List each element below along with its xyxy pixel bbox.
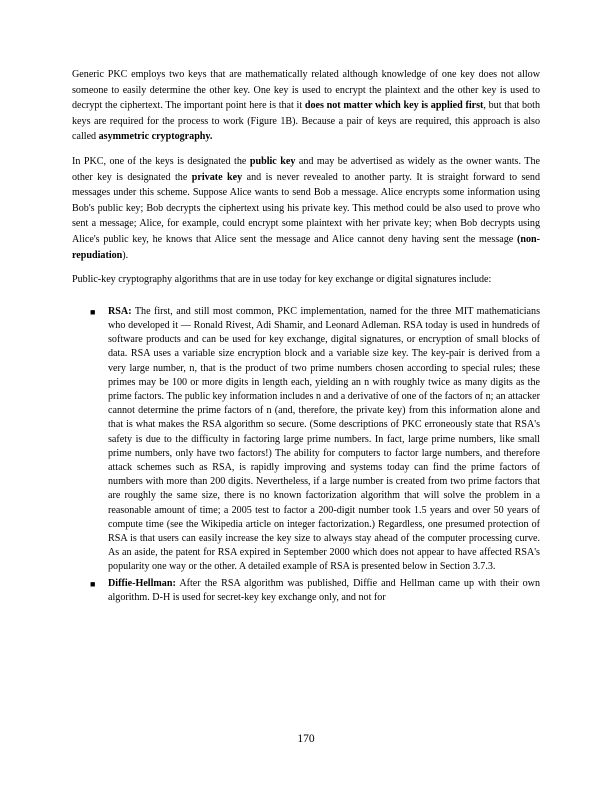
bullet-icon: ■ (90, 306, 96, 317)
paragraph-text: ). (122, 249, 129, 261)
paragraph-text: , but that both keys are required for the process to work (Figure 1B). Because a pair of keys are required, this approach is also called (72, 100, 540, 143)
algorithm-name: Diffie-Hellman: (108, 577, 176, 589)
paragraph-text: Generic PKC employs two keys that are mathematically related although knowledge of one key does not allow someone to easily determine the other key. One key is used to encrypt the plaintext and the other key is used to decrypt the ciphertext. The important point here is that it (72, 69, 540, 112)
paragraph-algorithms-intro: Public-key cryptography algorithms that are in use today for key exchange or digital signatures include: (72, 274, 492, 286)
term-non-repudiation: (non-repudiation (72, 233, 540, 261)
list-item-diffie-hellman (90, 577, 540, 605)
algorithm-description: The first, and still most common, PKC implementation, named for the three MIT mathematicians who developed it — Ronald Rivest, Adi Shamir, and Leonard Adleman. RSA today is used in hundreds of software products and can be used for key exchange, digital signatures, or encryption of small blocks of data. RSA uses a variable size encryption block and a variable size key. The key-pair is derived from a very large number, n, that is the product of two prime numbers chosen according to special rules; these primes may be 100 or more digits in length each, yielding an n with roughly twice as many digits as the prime factors. The public key information includes n and a derivative of one of the factors of n; an attacker cannot determine the prime factors of n (and, therefore, the private key) from this information alone and that is what makes the RSA algorithm so secure. (Some descriptions of PKC erroneously state that RSA's safety is due to the difficulty in factoring large prime numbers. In fact, large prime numbers, like small prime numbers, only have two factors!) The ability for computers to factor large numbers, and therefore attack schemes such as RSA, is rapidly improving and systems today can find the prime factors of numbers with more than 200 digits. Nevertheless, if a large number is created from two prime factors that are roughly the same size, there is no known factorization algorithm that will solve the problem in a reasonable amount of time; a 2005 test to factor a 200-digit number took 1.5 years and over 50 years of compute time (see the Wikipedia article on integer factorization.) Regardless, one presumed protection of RSA is that users can easily increase the key size to always stay ahead of the computer processing curve. As an aside, the patent for RSA expired in September 2000 which does not appear to have affected RSA's popularity one way or the other. A detailed example of RSA is presented below in Section 3.7.3. (108, 305, 540, 573)
algorithm-name: RSA: (108, 305, 132, 317)
page-body (72, 67, 540, 607)
term-private-key: private key (191, 171, 243, 183)
paragraph-generic-pkc (72, 67, 540, 145)
page-number: 170 (297, 733, 315, 745)
paragraph-text: and may be advertised as widely as the owner wants. The other key is designated the (72, 155, 540, 183)
emphasis-key-order: does not matter which key is applied first (304, 100, 484, 112)
term-public-key: public key (249, 155, 296, 167)
list-item-rsa (90, 305, 540, 575)
term-asymmetric-cryptography: asymmetric cryptography. (98, 131, 213, 143)
bullet-icon: ■ (90, 578, 96, 589)
paragraph-public-private-keys (72, 154, 540, 263)
algorithm-description: After the RSA algorithm was published, Diffie and Hellman came up with their own algorithm. D-H is used for secret-key key exchange only, and not for (108, 577, 540, 603)
algorithm-list (72, 305, 540, 605)
paragraph-text: and is never revealed to another party. It is straight forward to send messages under this scheme. Suppose Alice wants to send Bob a message. Alice encrypts some information using Bob's public key; Bob decrypts the ciphertext using his private key. This method could be also used to prove who sent a message; Alice, for example, could encrypt some plaintext with her private key; when Bob decrypts using Alice's public key, he knows that Alice sent the message and Alice cannot deny having sent the message (72, 171, 540, 245)
paragraph-text: In PKC, one of the keys is designated the (72, 155, 250, 167)
